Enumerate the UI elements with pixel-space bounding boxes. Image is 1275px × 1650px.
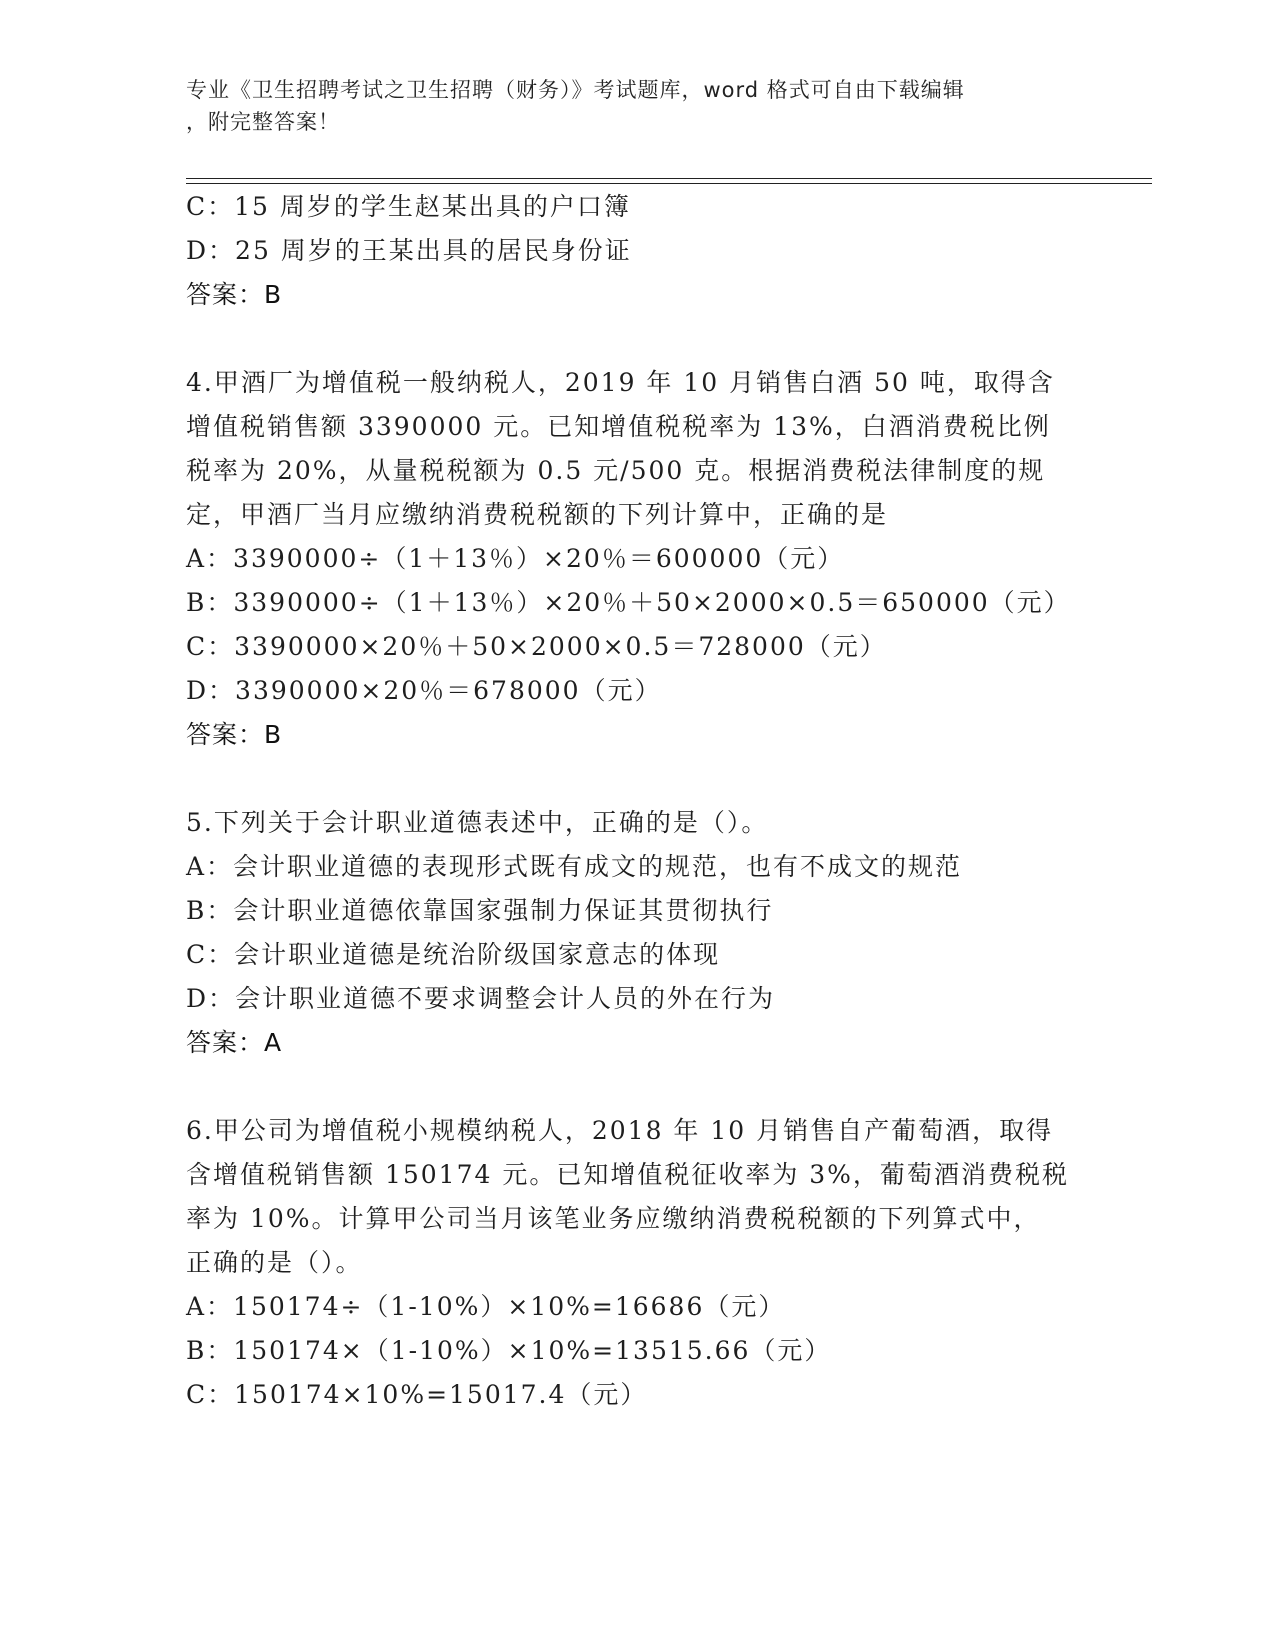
header-line-1: 专业《卫生招聘考试之卫生招聘（财务）》考试题库，word 格式可自由下载编辑	[186, 78, 965, 102]
header-rule-bottom	[186, 183, 1152, 184]
q4-option-b: B：3390000÷（1＋13％）×20％＋50×2000×0.5＝650000（元）	[186, 588, 1071, 617]
q3-option-c: C：15 周岁的学生赵某出具的户口簿	[186, 192, 631, 221]
q6-option-a: A：150174÷（1-10%）×10%=16686（元）	[186, 1292, 786, 1321]
q3-option-d: D：25 周岁的王某出具的居民身份证	[186, 236, 632, 265]
q6-stem-line-3: 率为 10%。计算甲公司当月该笔业务应缴纳消费税税额的下列算式中，	[186, 1204, 1041, 1233]
q6-stem-line-1: 6.甲公司为增值税小规模纳税人，2018 年 10 月销售自产葡萄酒，取得	[186, 1116, 1054, 1145]
q4-stem-line-4: 定，甲酒厂当月应缴纳消费税税额的下列计算中，正确的是	[186, 500, 889, 529]
q5-stem: 5.下列关于会计职业道德表述中，正确的是（）。	[186, 808, 769, 837]
q6-option-c: C：150174×10%=15017.4（元）	[186, 1380, 648, 1409]
q4-option-c: C：3390000×20％＋50×2000×0.5＝728000（元）	[186, 632, 887, 661]
q3-answer: 答案：B	[186, 280, 283, 309]
q6-option-b: B：150174×（1-10%）×10%=13515.66（元）	[186, 1336, 832, 1365]
q4-stem-line-3: 税率为 20%，从量税税额为 0.5 元/500 克。根据消费税法律制度的规	[186, 456, 1046, 485]
q4-option-d: D：3390000×20％＝678000（元）	[186, 676, 662, 705]
q4-stem-line-1: 4.甲酒厂为增值税一般纳税人，2019 年 10 月销售白酒 50 吨，取得含	[186, 368, 1055, 397]
header-rule-top	[186, 178, 1152, 179]
q5-option-a: A：会计职业道德的表现形式既有成文的规范，也有不成文的规范	[186, 852, 963, 881]
q4-stem-line-2: 增值税销售额 3390000 元。已知增值税税率为 13%，白酒消费税比例	[186, 412, 1051, 441]
q4-answer: 答案：B	[186, 720, 283, 749]
q4-option-a: A：3390000÷（1＋13％）×20％＝600000（元）	[186, 544, 845, 573]
q5-answer: 答案：A	[186, 1028, 283, 1057]
document-header	[186, 74, 1066, 138]
q6-stem-line-2: 含增值税销售额 150174 元。已知增值税征收率为 3%，葡萄酒消费税税	[186, 1160, 1069, 1189]
q5-option-b: B：会计职业道德依靠国家强制力保证其贯彻执行	[186, 896, 774, 925]
q5-option-d: D：会计职业道德不要求调整会计人员的外在行为	[186, 984, 776, 1013]
q6-stem-line-4: 正确的是（）。	[186, 1248, 363, 1277]
q5-option-c: C：会计职业道德是统治阶级国家意志的体现	[186, 940, 721, 969]
header-line-2: ，附完整答案！	[186, 110, 340, 134]
